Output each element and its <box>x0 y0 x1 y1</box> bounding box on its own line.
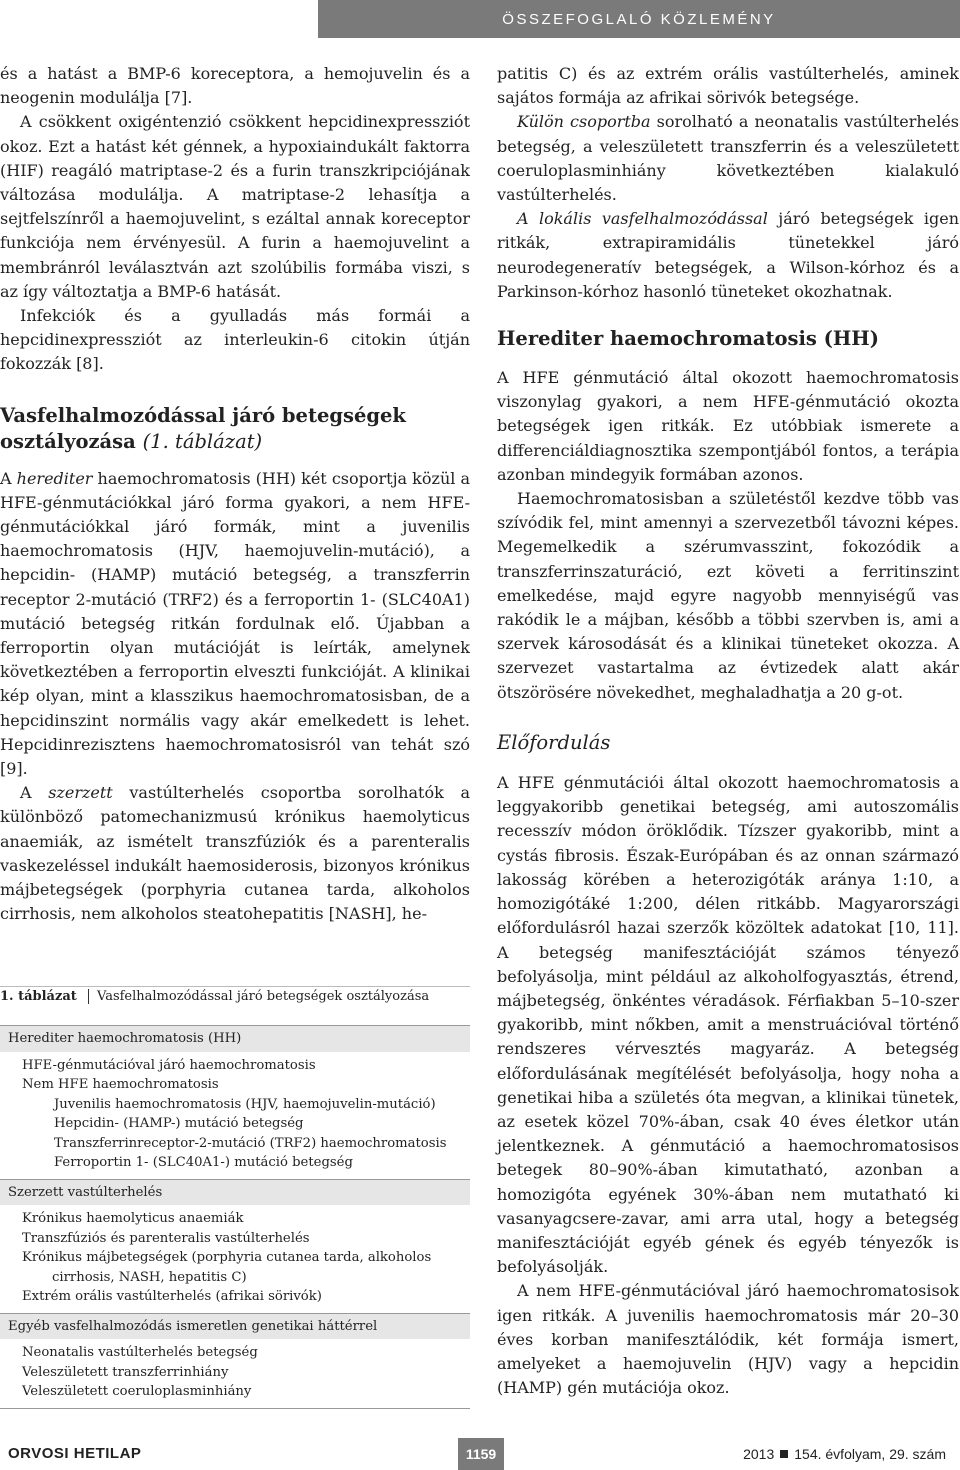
table-row: Extrém orális vastúlterhelés (afrikai sörivók) <box>22 1289 322 1304</box>
table-group-body <box>0 1205 470 1313</box>
table-title: Vasfelhalmozódással járó betegségek osztályozása <box>88 989 429 1004</box>
table-row: Nem HFE haemochromatosis <box>22 1077 219 1092</box>
table-group-header: Egyéb vasfelhalmozódás ismeretlen genetikai háttérrel <box>0 1313 470 1340</box>
paragraph: patitis C) és az extrém orális vastúlterhelés, aminek sajátos formája az afrikai sörivók betegsége. <box>497 64 959 108</box>
paragraph: A nem HFE-génmutációval járó haemochromatosisok igen ritkák. A juvenilis haemochromatosis már 20–30 éves korban manifesztálódik, két formája ismert, amelyeket a haemojuvelin (HJV) vagy a hepcidin (HAMP) gén mutációja okoz. <box>497 1281 959 1398</box>
table-row: HFE-génmutációval járó haemochromatosis <box>22 1057 316 1073</box>
paragraph <box>497 207 959 304</box>
table-group-header: Herediter haemochromatosis (HH) <box>0 1025 470 1052</box>
table-row: Veleszületett coeruloplasminhiány <box>22 1384 252 1399</box>
table-row-line: Krónikus májbetegségek (porphyria cutanea tarda, alkoholos <box>22 1250 432 1265</box>
italic-term: A lokális vasfelhalmozódással <box>517 209 768 229</box>
section-heading <box>0 403 470 455</box>
text-run: vastúlterhelés csoportba sorolhatók a különböző patomechanizmusú krónikus haemolyticus anaemiák, az ismételt transzfúziók és a parenteralis vaskezeléssel indukált haemosiderosis, bizonyos krónikus májbetegségek (porphyria cutanea tarda, alkoholos cirrhosis, nem alkoholos steatohepatitis [NASH], he- <box>0 783 470 924</box>
italic-term: herediter <box>16 468 93 488</box>
text-run: sorolható a neonatalis vastúlterhelés betegség, a veleszületett transzferrin és a veleszületett coeruloplasminhiány következtében kialakuló vastúlterhelés. <box>497 112 959 205</box>
table-row: Neonatalis vastúlterhelés betegség <box>22 1345 258 1360</box>
table-row: Transzferrinreceptor-2-mutáció (TRF2) haemochromatosis <box>54 1135 447 1151</box>
paragraph: A HFE génmutációi által okozott haemochromatosis a leggyakoribb genetikai betegség, ami autoszomális recesszív módon öröklődik. Tízszer gyakoribb, mint a cystás fibrosis. Észak-Európában és az onnan származó lakosság körében a heterozigóták aránya 1:10, a homozigótáké 1:200, délen ritkább. Magyarországi előfordulásról hazai szerzők közöltek adatokat [10, 11]. A betegség manifesztációját számos tényező befolyásolja, mint például az alkoholfogyasztás, étrend, májbetegség, önkéntes véradások. Férfiakban 5–10-szer gyakoribb, mint nőkben, amit a menstruációval történő rendszeres vérvesztés magyaráz. A betegség előfordulásának megítélését befolyásolja, hogy noha a genetikai hiba a születés óta megvan, a klinikai tünetek, az esetek közel 70%-ában, csak 40 éves életkor után jelentkeznek. A génmutáció a haemochromatosisos betegek 80–90%-ában kimutatható, azonban a homozigóta egyének 30%-ában nem mutatható ki vasanyagcsere-zavar, ami arra utal, hogy a betegség manifesztációját egyéb gének és egyéb tényezők is befolyásolják. <box>497 773 959 1277</box>
paragraph: Haemochromatosisban a születéstől kezdve több vas szívódik fel, mint amennyi a szervezetből távozni képes. Megemelkedik a szérumvasszint, fokozódik a transzferrinszaturáció, ezt követi a ferritinszint emelkedése, majd egyre nagyobb mennyiségű vas rakódik le a májban, később a többi szervben is, ami a szervek károsodását és a klinikai tüneteket okozza. A szervezet vastartalma az évtizedek alatt akár ötszörösére növekedhet, meghaladhatja a 20 g-ot. <box>497 489 959 702</box>
table-row: Veleszületett transzferrinhiány <box>22 1364 229 1380</box>
section-heading: Herediter haemochromatosis (HH) <box>497 327 879 351</box>
table-group-body <box>0 1339 470 1409</box>
paragraph <box>0 781 470 926</box>
section-header-title: ÖSSZEFOGLALÓ KÖZLEMÉNY <box>502 10 776 28</box>
issue-year: 2013 <box>743 1446 775 1462</box>
paragraph: A csökkent oxigéntenzió csökkent hepcidinexpressziót okoz. Ezt a hatást két génnek, a hypoxiaindukált faktorra (HIF) reagáló matriptase-2 és a furin transzkripciójának változása modulálja. A matriptase-2 lehasítja a sejtfelszínről a haemojuvelint, s ezáltal annak koreceptor funkciója nem érvényesül. A furin a haemojuvelint a membránról leválasztván azt szolúbilis formába viszi, s az így változtatja a BMP-6 hatását. <box>0 112 470 301</box>
table-row: Ferroportin 1- (SLC40A1-) mutáció betegség <box>54 1155 353 1170</box>
page-number: 1159 <box>458 1438 504 1470</box>
issue-volume: 154. évfolyam, 29. szám <box>794 1446 946 1462</box>
paragraph: A HFE génmutáció által okozott haemochromatosis viszonylag gyakori, a nem HFE-génmutáció okozta betegségek igen ritkák. Ez utóbbiak ismerete a differenciáldiagnosztika szempontjából fontos, a terápia azonban mindegyik formában azonos. <box>497 368 959 484</box>
italic-term: Külön csoportba <box>517 112 651 132</box>
table-row: Hepcidin- (HAMP-) mutáció betegség <box>54 1116 304 1131</box>
table-group-header: Szerzett vastúlterhelés <box>0 1179 470 1206</box>
subsection-heading: Előfordulás <box>497 730 611 754</box>
table-group-body <box>0 1052 470 1179</box>
section-heading-text: Vasfelhalmozódással járó betegségek osztályozása <box>0 403 406 453</box>
italic-term: szerzett <box>48 783 113 803</box>
right-column <box>497 62 959 1400</box>
classification-table <box>0 1025 470 1409</box>
table-row <box>0 1248 470 1287</box>
journal-name: ORVOSI HETILAP <box>8 1445 142 1462</box>
text-run: járó betegségek igen ritkák, extrapiramidális tünetekkel járó neurodegeneratív betegségek, a Wilson-kórhoz és a Parkinson-kórhoz hasonló tüneteket okozhatnak. <box>497 209 960 301</box>
section-header-bar <box>318 0 960 38</box>
table-row: Juvenilis haemochromatosis (HJV, haemojuvelin-mutáció) <box>54 1096 436 1112</box>
text-run: A <box>0 468 17 488</box>
paragraph <box>497 110 959 207</box>
table-row: Krónikus haemolyticus anaemiák <box>22 1211 244 1226</box>
left-column <box>0 62 470 927</box>
table-number: 1. táblázat <box>0 989 77 1004</box>
paragraph <box>0 467 470 782</box>
text-run: A <box>20 783 49 803</box>
table-row: Transzfúziós és parenteralis vastúlterhelés <box>22 1230 310 1246</box>
square-bullet-icon <box>780 1450 788 1458</box>
paragraph: Infekciók és a gyulladás más formái a hepcidinexpressziót az interleukin-6 citokin útján fokozzák [8]. <box>0 306 470 374</box>
table-reference: (1. táblázat) <box>142 429 263 453</box>
text-run: haemochromatosis (HH) két csoportja közül a HFE-génmutációkkal járó forma gyakori, a nem HFE-génmutációkkal járó formák, mint a juvenilis haemochromatosis (HJV, haemojuvelin-mutáció), a hepcidin- (HAMP) mutáció betegség, a transzferrin receptor 2-mutáció (TRF2) és a ferroportin 1- (SLC40A1) mutáció betegség ritkán fordulnak elő. Újabban a ferroportin olyan mutációját is leírták, amelynek következtében a ferroportin elveszti funkcióját. A klinikai kép olyan, mint a klasszikus haemochromatosisban, de a hepcidinszint normális vagy akár emelkedett is lehet. Hepcidinrezisztens haemochromatosisról van tehát szó [9]. <box>0 468 470 779</box>
paragraph: és a hatást a BMP-6 koreceptora, a hemojuvelin és a neogenin modulálja [7]. <box>0 64 470 108</box>
table-row-line: cirrhosis, NASH, hepatitis C) <box>52 1269 247 1285</box>
page-footer <box>0 1432 960 1470</box>
issue-info <box>743 1446 946 1462</box>
table-caption <box>0 986 470 1004</box>
